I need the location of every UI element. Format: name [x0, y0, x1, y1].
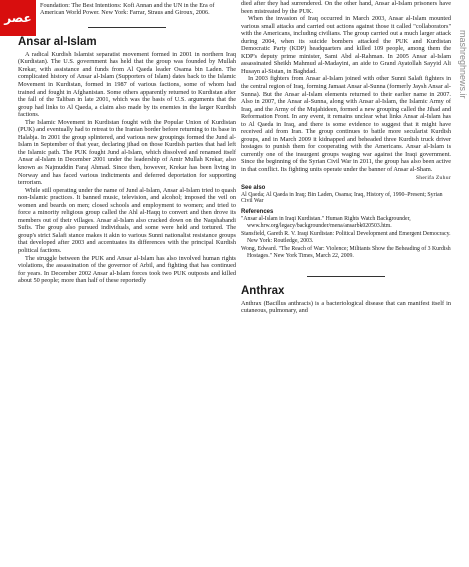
previous-entry-reference: Foundation: The Best Intentions: Kofi Annan and the UN in the Era of American World Power. New York: Farrar, Straus and Giroux, 2006.: [40, 2, 215, 17]
body-paragraph: When the invasion of Iraq occurred in March 2003, Ansar al-Islam mounted various small attacks and carried out actions against those it called "collaborators" with the Americans, including civilians. The group carried out a much larger attack during 2004, when its suicide bombers attacked the PUK and Kurdistan Democratic Party (KDP) headquarters and killed 109 people, among them the KDP's deputy prime minister, Sami Abd al-Rahman. In 2005 Ansar al-Islam assassinated Sheikh Mahmud al-Madayini, an aide to Grand Ayatollah Sayyid Ali Husayn al-Sistan, in Baghdad.: [241, 15, 451, 75]
entry-heading: Ansar al-Islam: [18, 35, 97, 48]
see-also-heading: See also: [241, 184, 266, 191]
reference-item: Stansfield, Gareth R. V. Iraqi Kurdistan: Political Development and Emergent Democracy. New York: Routledge, 2003.: [241, 231, 451, 245]
references-heading: References: [241, 209, 274, 216]
see-also-list: Al Qaeda; Al Qaeda in Iraq; Bin Laden, Osama; Iraq, History of, 1990–Present; Syrian Civil War: [241, 191, 443, 205]
logo-text: عصر: [4, 11, 32, 25]
watermark-text: mashreghnews.ir: [458, 30, 468, 99]
reference-item: Wong, Edward. "The Reach of War: Violence; Militants Show the Beheading of 3 Kurdish Hostages." New York Times, March 22, 2009.: [241, 246, 451, 259]
body-paragraph: died after they had surrendered. On the other hand, Ansar al-Islam prisoners have been mistreated by the PUK.: [241, 0, 451, 15]
body-paragraph: The Islamic Movement in Kurdistan fought with the Popular Union of Kurdistan (PUK) and eventually had to retreat to the Iranian border before returning to its base in Halabja. In 2001 the group splintered, and various new groupings formed the Jund al-Islam in September of that year, declaring jihad on those Kurdish parties that had left the Islamic path. The PUK fought Jund al-Islam, which dissolved and renamed itself Ansar al-Islam in December 2001 under the leadership of Amir Mullah Krekar, also known as Najmuddin Faraj Ahmad. Since then, however, Krekar has been living in Norway and has faced various indictments and deferred deportation for supporting terrorism.: [18, 118, 236, 187]
next-entry-paragraph: Anthrax (Bacillus anthracis) is a bacteriological disease that can manifest itself in cutaneous, pulmonary, and: [241, 299, 451, 315]
body-paragraph: While still operating under the name of Jund al-Islam, Ansar al-Islam tried to quash non-Islamic practices. It banned music, television, and alcohol; imposed the veil on women and beards on men; closed schools and employment to women; and tried to force a minority religious group called the Ahl al-Haqq to convert and then drove its members out of their villages. Ansar al-Islam also cracked down on the Naqshabandi Sufis. The group also pursued individuals, and some were held and tortured. The group's strict Salafi stance makes it akin to various Sunni nationalist resistance groups that developed after 2003 and accentuates its differences with the principal Kurdish political factions.: [18, 186, 236, 255]
section-divider: [88, 27, 166, 28]
next-entry-heading: Anthrax: [241, 284, 285, 297]
body-paragraph: A radical Kurdish Islamist separatist movement formed in 2001 in northern Iraq (Kurdistan). The U.S. government has held that the group was founded by Mullah Krekar, with assistance and funds from Al Qaeda leader Osama bin Laden. The complicated history of Ansar al-Islam (Supporters of Islam) dates back to the Islamic Movement in Kurdistan, formed in 1987 of various factions, some of whom had trained and fought in Afghanistan. Some others apparently returned to Kurdistan after the fall of the Taliban in late 2001, which was the basis of U.S. arguments that the group had links to Al Qaeda, a claim also made by its enemies in the larger Kurdish factions.: [18, 50, 236, 119]
reference-item: "Ansar al-Islam in Iraqi Kurdistan." Human Rights Watch Backgrounder, www.hrw.org/legacy/backgrounder/mena/ansarbk020503.htm.: [241, 216, 411, 230]
author-byline: Sherifa Zuhur: [415, 174, 451, 181]
left-column: [18, 0, 236, 285]
body-paragraph: In 2003 fighters from Ansar al-Islam joined with other Sunni Salafi fighters in the central region of Iraq, forming Jamaat Ansar al-Sunna (formerly Jaysh Ansar al-Sunna). But the Ansar al-Islam elements returned to their earlier name in 2007. Also in 2007, the Ansar al-Sunna, along with Ansar al-Islam, the Islamic Army of Iraq, and the Army of the Mujahideen, formed a new grouping called the Jihad and Reformation Front. In any event, it remains unclear what links Ansar al-Islam has to Al Qaeda in Iraq, and there is some evidence to suggest that it might have received aid from Iran. The group continues to battle more secularist Kurdish groups, and in March 2009 it kidnapped and beheaded three Kurdish truck driver hostages to punish them for cooperating with the Americans. Ansar al-Islam is currently one of the insurgent groups waging war against the Iraqi government. Since the beginning of the Syrian Civil War in 2011, the group has also been active in that conflict. Its fighting units operate under the banner of Ansar al-Sham.: [241, 75, 451, 174]
section-divider: [307, 276, 385, 277]
body-paragraph: The struggle between the PUK and Ansar al-Islam has also involved human rights violations, the assassination of the governor of Arbil, and fighting that has continued for years. In December 2002 Ansar al-Islam forces took two PUK outposts and killed about 50 people; more than half of these reportedly: [18, 254, 236, 285]
right-column: [241, 0, 451, 315]
